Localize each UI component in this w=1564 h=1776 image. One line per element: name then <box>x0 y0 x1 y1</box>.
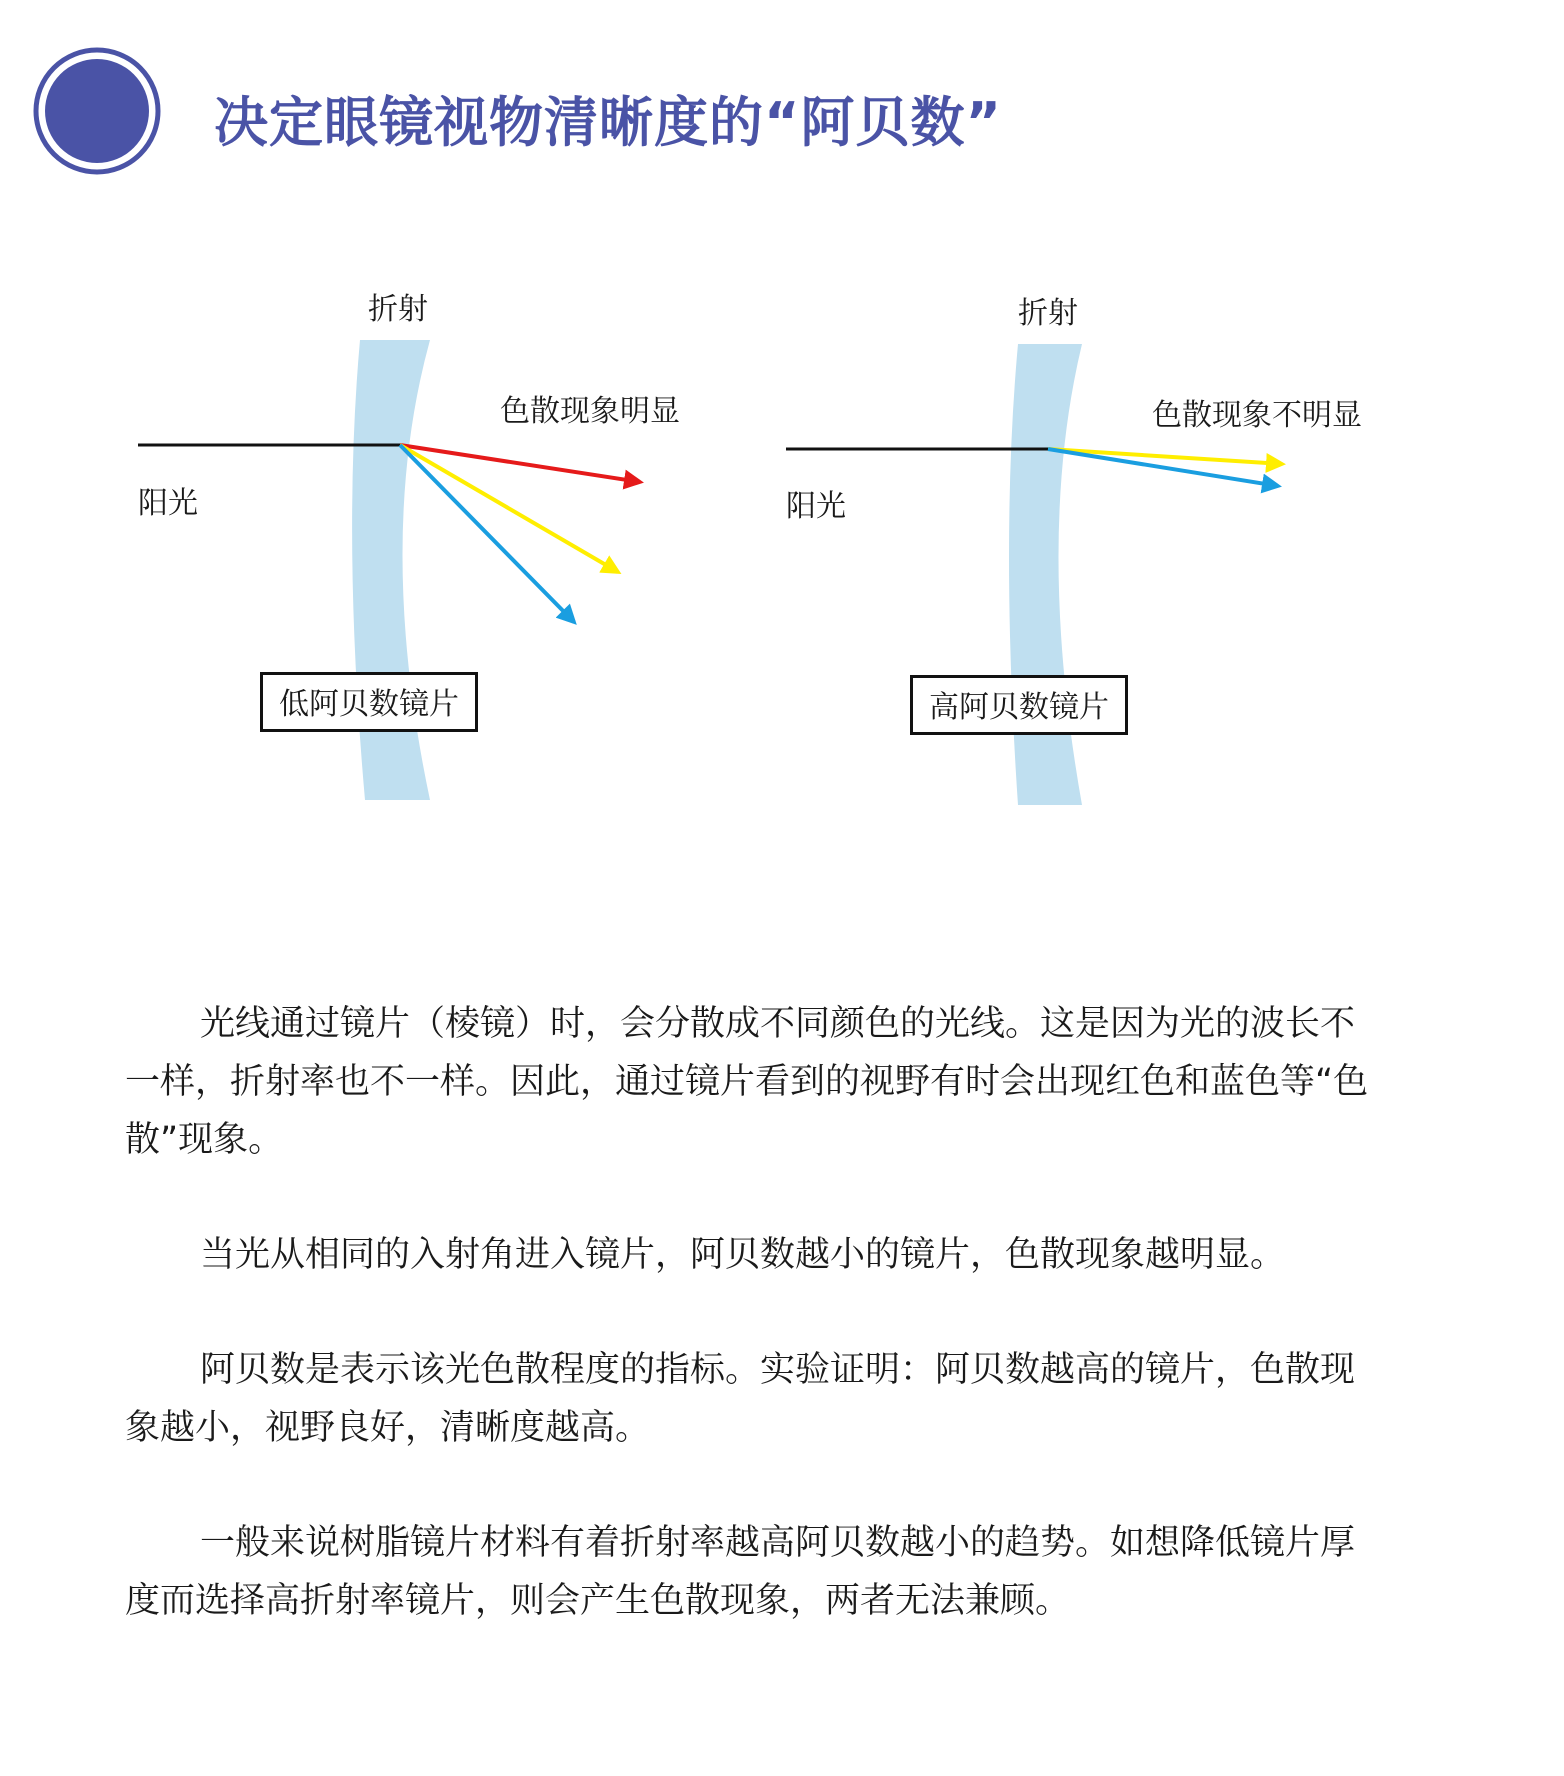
paragraph: 阿贝数是表示该光色散程度的指标。实验证明：阿贝数越高的镜片，色散现象越小，视野良好，清晰度越高。 <box>125 1350 1356 1448</box>
low-abbe-drawing <box>130 270 770 820</box>
page-title: 决定眼镜视物清晰度的“阿贝数” <box>214 91 1002 154</box>
high-abbe-diagram <box>780 270 1420 820</box>
refraction-label: 折射 <box>368 292 428 327</box>
low-abbe-diagram <box>130 270 770 820</box>
paragraph: 一般来说树脂镜片材料有着折射率越高阿贝数越小的趋势。如想降低镜片厚度而选择高折射率镜片，则会产生色散现象，两者无法兼顾。 <box>125 1523 1356 1621</box>
yellow-ray <box>400 445 618 572</box>
paragraph: 光线通过镜片（棱镜）时，会分散成不同颜色的光线。这是因为光的波长不一样，折射率也不一样。因此，通过镜片看到的视野有时会出现红色和蓝色等“色散”现象。 <box>125 1004 1369 1160</box>
lens-type-label: 高阿贝数镜片 <box>910 675 1128 735</box>
article-body <box>125 995 1375 1630</box>
refraction-label: 折射 <box>1018 296 1078 331</box>
dispersion-label: 色散现象不明显 <box>1152 398 1362 433</box>
blue-ray <box>400 445 574 622</box>
paragraph: 当光从相同的入射角进入镜片，阿贝数越小的镜片，色散现象越明显。 <box>200 1235 1286 1275</box>
lens-type-label: 低阿贝数镜片 <box>260 672 478 732</box>
dispersion-label: 色散现象明显 <box>500 394 680 429</box>
sunlight-label: 阳光 <box>786 489 846 524</box>
red-ray <box>400 445 640 482</box>
sunlight-label: 阳光 <box>138 486 198 521</box>
circle-badge-icon <box>32 46 162 176</box>
